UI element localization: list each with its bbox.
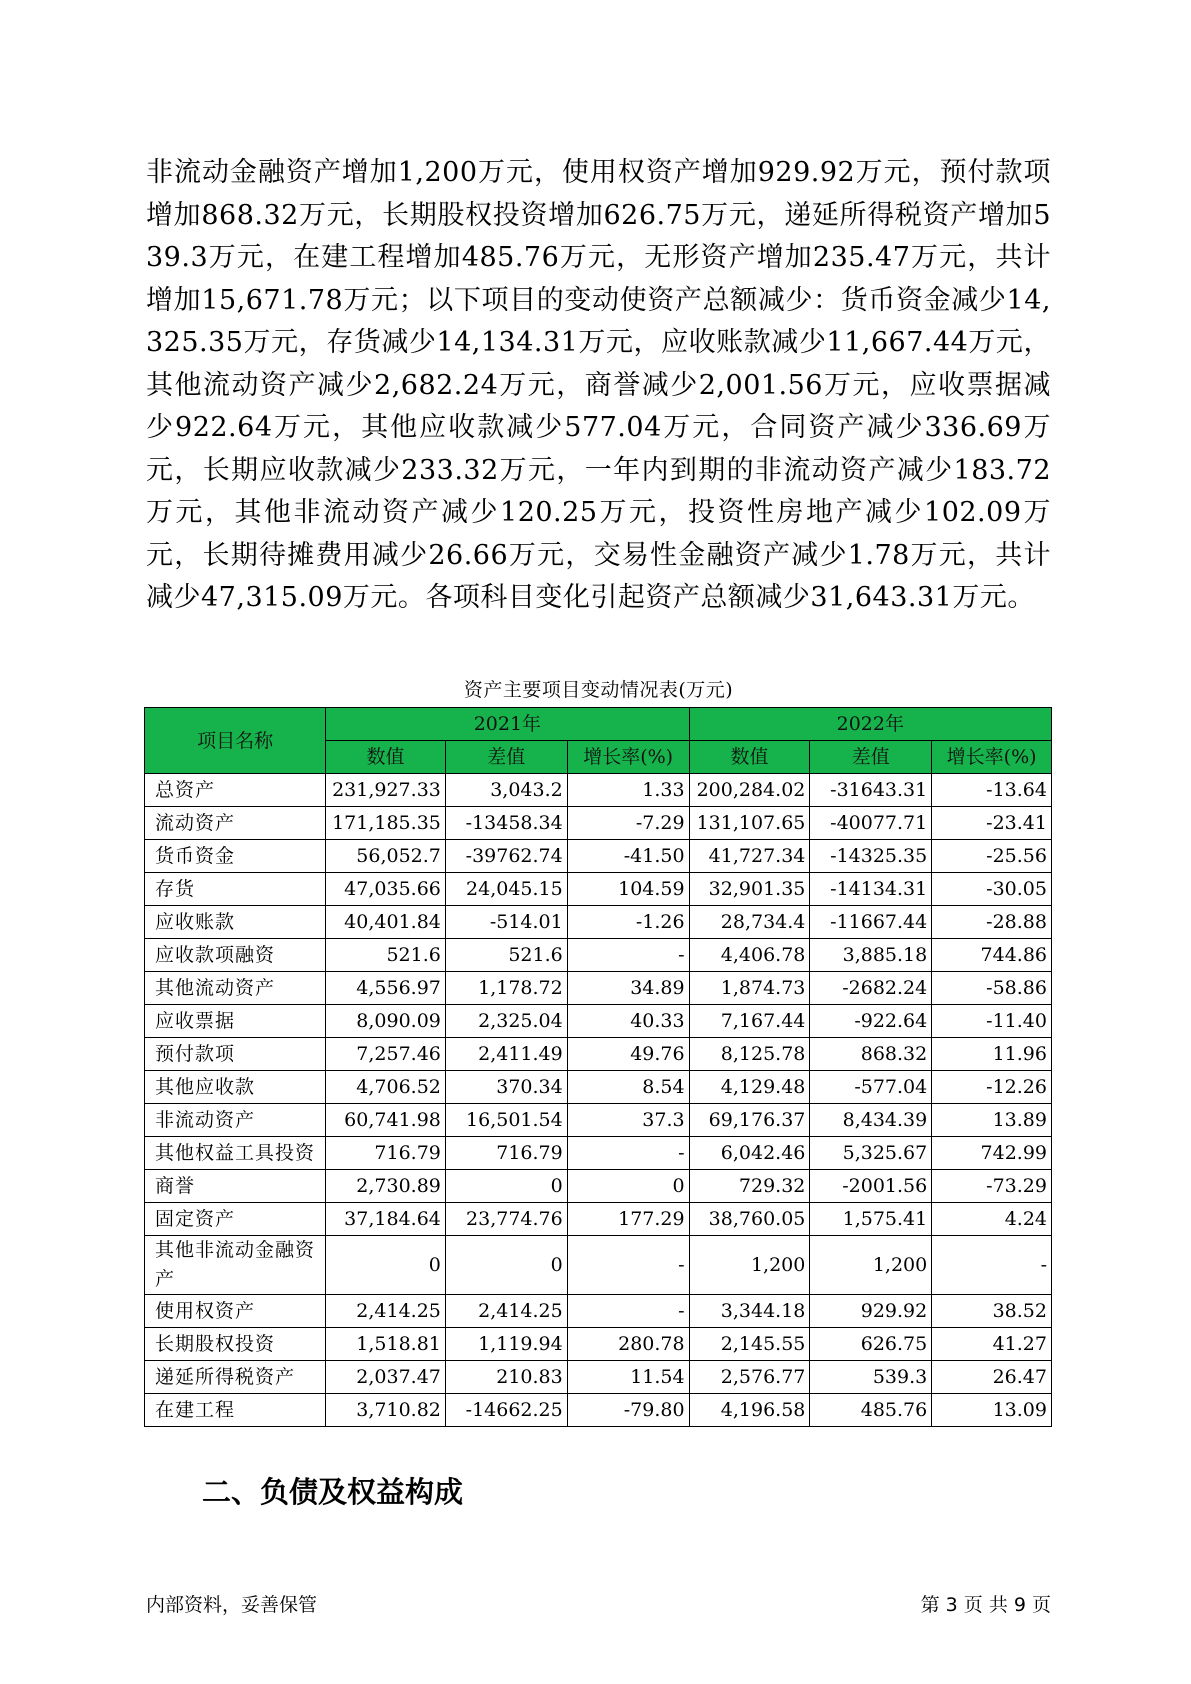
- table-cell: -7.29: [567, 807, 689, 840]
- table-cell: 521.6: [445, 939, 567, 972]
- table-cell: -13.64: [932, 774, 1052, 807]
- table-cell: -41.50: [567, 840, 689, 873]
- table-cell: -14134.31: [810, 873, 932, 906]
- table-cell: -2001.56: [810, 1170, 932, 1203]
- table-cell: 1,874.73: [689, 972, 810, 1005]
- asset-change-table: [144, 707, 1052, 1427]
- table-cell: -28.88: [932, 906, 1052, 939]
- table-cell: 744.86: [932, 939, 1052, 972]
- table-cell: 34.89: [567, 972, 689, 1005]
- row-item-name: 总资产: [145, 774, 326, 807]
- row-item-name: 长期股权投资: [145, 1328, 326, 1361]
- table-row: [145, 1038, 1052, 1071]
- row-item-name: 在建工程: [145, 1394, 326, 1427]
- table-cell: 2,730.89: [326, 1170, 446, 1203]
- row-item-name: 存货: [145, 873, 326, 906]
- table-cell: 41.27: [932, 1328, 1052, 1361]
- table-cell: 41,727.34: [689, 840, 810, 873]
- table-cell: 0: [326, 1236, 446, 1295]
- table-cell: -514.01: [445, 906, 567, 939]
- table-cell: 171,185.35: [326, 807, 446, 840]
- table-cell: 539.3: [810, 1361, 932, 1394]
- table-cell: 60,741.98: [326, 1104, 446, 1137]
- header-year-2021: 2021年: [326, 708, 689, 741]
- table-row: [145, 774, 1052, 807]
- row-item-name: 其他非流动金融资产: [145, 1236, 326, 1295]
- table-cell: 4,706.52: [326, 1071, 446, 1104]
- table-cell: -79.80: [567, 1394, 689, 1427]
- table-cell: 32,901.35: [689, 873, 810, 906]
- table-cell: 4,129.48: [689, 1071, 810, 1104]
- table-cell: -: [567, 1236, 689, 1295]
- row-item-name: 预付款项: [145, 1038, 326, 1071]
- table-cell: 1,200: [689, 1236, 810, 1295]
- table-cell: 47,035.66: [326, 873, 446, 906]
- header-diff-2021: 差值: [445, 741, 567, 774]
- header-value-2021: 数值: [326, 741, 446, 774]
- table-cell: 69,176.37: [689, 1104, 810, 1137]
- table-cell: -11.40: [932, 1005, 1052, 1038]
- table-cell: 4,196.58: [689, 1394, 810, 1427]
- table-cell: 280.78: [567, 1328, 689, 1361]
- table-cell: 8.54: [567, 1071, 689, 1104]
- table-row: [145, 906, 1052, 939]
- table-cell: -922.64: [810, 1005, 932, 1038]
- table-cell: 2,145.55: [689, 1328, 810, 1361]
- table-cell: 2,325.04: [445, 1005, 567, 1038]
- footer-confidential-note: 内部资料，妥善保管: [146, 1594, 318, 1616]
- table-row: [145, 1361, 1052, 1394]
- table-cell: -25.56: [932, 840, 1052, 873]
- row-item-name: 固定资产: [145, 1203, 326, 1236]
- table-cell: -14325.35: [810, 840, 932, 873]
- table-cell: 7,257.46: [326, 1038, 446, 1071]
- table-cell: 13.09: [932, 1394, 1052, 1427]
- table-cell: 716.79: [326, 1137, 446, 1170]
- table-cell: 485.76: [810, 1394, 932, 1427]
- table-cell: 5,325.67: [810, 1137, 932, 1170]
- row-item-name: 应收票据: [145, 1005, 326, 1038]
- table-cell: 11.96: [932, 1038, 1052, 1071]
- row-item-name: 递延所得税资产: [145, 1361, 326, 1394]
- table-row: [145, 1328, 1052, 1361]
- table-cell: 16,501.54: [445, 1104, 567, 1137]
- table-row: [145, 1104, 1052, 1137]
- table-cell: -30.05: [932, 873, 1052, 906]
- table-cell: 38.52: [932, 1295, 1052, 1328]
- table-cell: 26.47: [932, 1361, 1052, 1394]
- table-cell: 6,042.46: [689, 1137, 810, 1170]
- table-cell: 742.99: [932, 1137, 1052, 1170]
- table-cell: 28,734.4: [689, 906, 810, 939]
- table-cell: -31643.31: [810, 774, 932, 807]
- footer-page-number: 第 3 页 共 9 页: [920, 1594, 1051, 1616]
- row-item-name: 其他权益工具投资: [145, 1137, 326, 1170]
- table-cell: 0: [445, 1170, 567, 1203]
- table-cell: -23.41: [932, 807, 1052, 840]
- table-cell: 8,434.39: [810, 1104, 932, 1137]
- table-cell: -: [567, 939, 689, 972]
- row-item-name: 流动资产: [145, 807, 326, 840]
- table-cell: -58.86: [932, 972, 1052, 1005]
- table-cell: -39762.74: [445, 840, 567, 873]
- table-cell: 4.24: [932, 1203, 1052, 1236]
- header-year-2022: 2022年: [689, 708, 1051, 741]
- table-row: [145, 1295, 1052, 1328]
- table-cell: 7,167.44: [689, 1005, 810, 1038]
- header-item-name: 项目名称: [145, 708, 326, 774]
- table-cell: 929.92: [810, 1295, 932, 1328]
- table-cell: -: [567, 1295, 689, 1328]
- table-cell: 3,710.82: [326, 1394, 446, 1427]
- table-cell: 2,576.77: [689, 1361, 810, 1394]
- table-cell: -577.04: [810, 1071, 932, 1104]
- table-cell: 729.32: [689, 1170, 810, 1203]
- table-cell: 40,401.84: [326, 906, 446, 939]
- table-cell: 104.59: [567, 873, 689, 906]
- table-cell: 13.89: [932, 1104, 1052, 1137]
- table-cell: 4,556.97: [326, 972, 446, 1005]
- row-item-name: 应收账款: [145, 906, 326, 939]
- table-cell: 11.54: [567, 1361, 689, 1394]
- table-body: [145, 774, 1052, 1427]
- table-cell: 1,200: [810, 1236, 932, 1295]
- table-cell: 4,406.78: [689, 939, 810, 972]
- table-cell: 1,178.72: [445, 972, 567, 1005]
- row-item-name: 其他流动资产: [145, 972, 326, 1005]
- table-cell: -73.29: [932, 1170, 1052, 1203]
- table-cell: -13458.34: [445, 807, 567, 840]
- table-row: [145, 1236, 1052, 1295]
- header-value-2022: 数值: [689, 741, 810, 774]
- table-cell: 37.3: [567, 1104, 689, 1137]
- table-cell: 0: [567, 1170, 689, 1203]
- table-cell: -: [567, 1137, 689, 1170]
- table-row: [145, 1203, 1052, 1236]
- table-cell: 1,518.81: [326, 1328, 446, 1361]
- table-cell: 8,090.09: [326, 1005, 446, 1038]
- table-row: [145, 939, 1052, 972]
- row-item-name: 应收款项融资: [145, 939, 326, 972]
- row-item-name: 货币资金: [145, 840, 326, 873]
- table-row: [145, 1071, 1052, 1104]
- table-cell: 38,760.05: [689, 1203, 810, 1236]
- table-cell: 3,043.2: [445, 774, 567, 807]
- table-cell: 37,184.64: [326, 1203, 446, 1236]
- table-cell: 716.79: [445, 1137, 567, 1170]
- body-paragraph: 非流动金融资产增加1,200万元，使用权资产增加929.92万元，预付款项增加868.32万元，长期股权投资增加626.75万元，递延所得税资产增加539.3万元，在建工程增加485.76万元，无形资产增加235.47万元，共计增加15,671.78万元；以下项目的变动使资产总额减少：货币资金减少14,325.35万元，存货减少14,134.31万元，应收账款减少11,667.44万元，其他流动资产减少2,682.24万元，商誉减少2,001.56万元，应收票据减少922.64万元，其他应收款减少577.04万元，合同资产减少336.69万元，长期应收款减少233.32万元，一年内到期的非流动资产减少183.72万元，其他非流动资产减少120.25万元，投资性房地产减少102.09万元，长期待摊费用减少26.66万元，交易性金融资产减少1.78万元，共计减少47,315.09万元。各项科目变化引起资产总额减少31,643.31万元。: [146, 157, 1051, 613]
- table-cell: 3,344.18: [689, 1295, 810, 1328]
- table-cell: 0: [445, 1236, 567, 1295]
- table-cell: 131,107.65: [689, 807, 810, 840]
- table-cell: -14662.25: [445, 1394, 567, 1427]
- table-cell: 2,414.25: [326, 1295, 446, 1328]
- table-cell: 56,052.7: [326, 840, 446, 873]
- header-growth-2021: 增长率(%): [567, 741, 689, 774]
- row-item-name: 使用权资产: [145, 1295, 326, 1328]
- table-row: [145, 1005, 1052, 1038]
- table-cell: 1,119.94: [445, 1328, 567, 1361]
- table-cell: 370.34: [445, 1071, 567, 1104]
- table-cell: 1.33: [567, 774, 689, 807]
- table-row: [145, 1394, 1052, 1427]
- row-item-name: 其他应收款: [145, 1071, 326, 1104]
- table-cell: 868.32: [810, 1038, 932, 1071]
- table-cell: -: [932, 1236, 1052, 1295]
- table-caption: 资产主要项目变动情况表(万元): [463, 679, 734, 701]
- table-cell: 2,411.49: [445, 1038, 567, 1071]
- table-cell: 24,045.15: [445, 873, 567, 906]
- table-row: [145, 1137, 1052, 1170]
- table-cell: 49.76: [567, 1038, 689, 1071]
- section-heading: 二、负债及权益构成: [202, 1475, 464, 1509]
- table-cell: 200,284.02: [689, 774, 810, 807]
- table-cell: 3,885.18: [810, 939, 932, 972]
- table-row: [145, 873, 1052, 906]
- table-cell: 231,927.33: [326, 774, 446, 807]
- header-growth-2022: 增长率(%): [932, 741, 1052, 774]
- table-cell: 521.6: [326, 939, 446, 972]
- table-cell: -1.26: [567, 906, 689, 939]
- header-diff-2022: 差值: [810, 741, 932, 774]
- table-row: [145, 807, 1052, 840]
- table-cell: -11667.44: [810, 906, 932, 939]
- row-item-name: 商誉: [145, 1170, 326, 1203]
- table-cell: 23,774.76: [445, 1203, 567, 1236]
- table-cell: 40.33: [567, 1005, 689, 1038]
- table-cell: 1,575.41: [810, 1203, 932, 1236]
- table-row: [145, 840, 1052, 873]
- row-item-name: 非流动资产: [145, 1104, 326, 1137]
- table-cell: 2,414.25: [445, 1295, 567, 1328]
- table-cell: -2682.24: [810, 972, 932, 1005]
- table-cell: 8,125.78: [689, 1038, 810, 1071]
- table-cell: -12.26: [932, 1071, 1052, 1104]
- table-cell: 626.75: [810, 1328, 932, 1361]
- table-row: [145, 1170, 1052, 1203]
- table-cell: 177.29: [567, 1203, 689, 1236]
- table-row: [145, 972, 1052, 1005]
- table-cell: 2,037.47: [326, 1361, 446, 1394]
- table-cell: -40077.71: [810, 807, 932, 840]
- table-cell: 210.83: [445, 1361, 567, 1394]
